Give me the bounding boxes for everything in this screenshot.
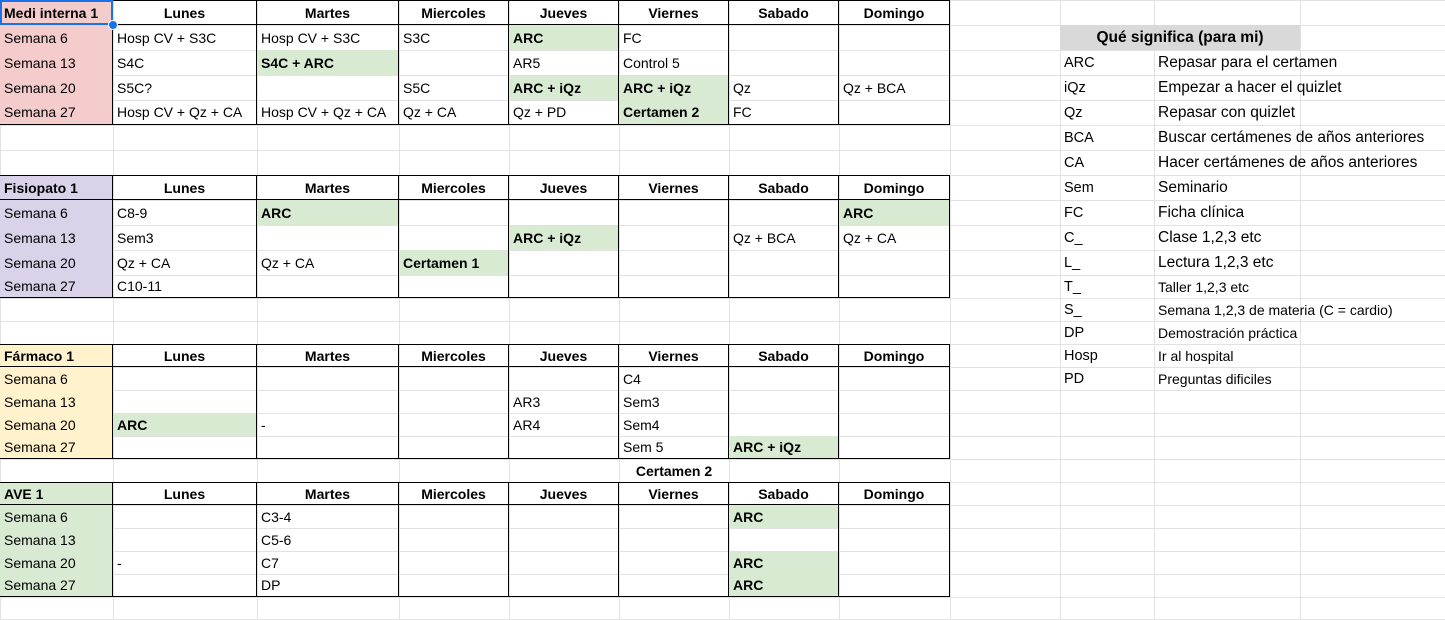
legend-title[interactable]: Qué significa (para mi) [1060, 25, 1300, 50]
day-header[interactable]: Viernes [619, 0, 729, 25]
legend-key[interactable]: C_ [1064, 229, 1083, 246]
plan-cell[interactable] [619, 551, 729, 574]
plan-cell[interactable]: Qz + BCA [729, 225, 839, 250]
plan-cell[interactable] [399, 505, 509, 528]
day-header[interactable]: Viernes [619, 344, 729, 367]
subject-title[interactable]: Fisiopato 1 [0, 175, 113, 200]
plan-cell[interactable] [113, 574, 257, 597]
legend-value[interactable]: Buscar certámenes de años anteriores [1158, 128, 1425, 146]
plan-cell-highlight[interactable]: ARC [509, 25, 619, 50]
plan-cell[interactable] [257, 275, 399, 298]
plan-cell[interactable]: AR5 [509, 50, 619, 75]
plan-cell[interactable]: Qz [729, 75, 839, 100]
plan-cell-highlight[interactable]: S4C + ARC [257, 50, 399, 75]
legend-key[interactable]: iQz [1064, 79, 1086, 96]
plan-cell[interactable] [839, 505, 950, 528]
plan-cell[interactable] [257, 367, 399, 390]
plan-cell[interactable] [509, 367, 619, 390]
subject-title[interactable]: Fármaco 1 [0, 344, 113, 367]
plan-cell[interactable] [509, 574, 619, 597]
day-header[interactable]: Martes [257, 482, 399, 505]
plan-cell[interactable]: S3C [399, 25, 509, 50]
plan-cell[interactable] [619, 505, 729, 528]
day-header[interactable]: Domingo [839, 0, 950, 25]
plan-cell[interactable]: Hosp CV + Qz + CA [257, 100, 399, 125]
week-label[interactable]: Semana 20 [0, 413, 113, 436]
week-label[interactable]: Semana 6 [0, 200, 113, 225]
plan-cell[interactable]: C5-6 [257, 528, 399, 551]
plan-cell[interactable] [509, 551, 619, 574]
note-cell[interactable]: Certamen 2 [635, 462, 713, 479]
day-header[interactable]: Martes [257, 0, 399, 25]
subject-title[interactable]: Medi interna 1 [0, 0, 113, 25]
plan-cell[interactable]: - [113, 551, 257, 574]
plan-cell[interactable]: FC [619, 25, 729, 50]
day-header[interactable]: Sabado [729, 482, 839, 505]
week-label[interactable]: Semana 27 [0, 100, 113, 125]
legend-value[interactable]: Hacer certámenes de años anteriores [1158, 153, 1418, 171]
plan-cell[interactable] [113, 505, 257, 528]
plan-cell[interactable]: - [257, 413, 399, 436]
plan-cell[interactable] [399, 367, 509, 390]
plan-cell[interactable]: AR4 [509, 413, 619, 436]
plan-cell[interactable]: S5C? [113, 75, 257, 100]
plan-cell[interactable]: Qz + CA [113, 250, 257, 275]
plan-cell[interactable] [839, 551, 950, 574]
day-header[interactable]: Jueves [509, 482, 619, 505]
legend-key[interactable]: T_ [1064, 278, 1081, 295]
plan-cell[interactable] [257, 75, 399, 100]
legend-value[interactable]: Demostración práctica [1158, 324, 1298, 341]
plan-cell[interactable]: C8-9 [113, 200, 257, 225]
week-label[interactable]: Semana 6 [0, 367, 113, 390]
plan-cell[interactable]: Hosp CV + S3C [113, 25, 257, 50]
day-header[interactable]: Viernes [619, 482, 729, 505]
day-header[interactable]: Domingo [839, 344, 950, 367]
legend-value[interactable]: Semana 1,2,3 de materia (C = cardio) [1158, 301, 1393, 318]
plan-cell[interactable] [839, 50, 950, 75]
plan-cell[interactable]: C3-4 [257, 505, 399, 528]
plan-cell[interactable] [257, 225, 399, 250]
legend-key[interactable]: Qz [1064, 104, 1083, 121]
legend-key[interactable]: ARC [1064, 54, 1095, 71]
legend-key[interactable]: Sem [1064, 179, 1094, 196]
plan-cell-highlight[interactable]: ARC [113, 413, 257, 436]
day-header[interactable]: Miercoles [399, 175, 509, 200]
day-header[interactable]: Miercoles [399, 482, 509, 505]
plan-cell[interactable] [729, 50, 839, 75]
plan-cell[interactable]: C7 [257, 551, 399, 574]
plan-cell[interactable] [839, 367, 950, 390]
legend-key[interactable]: DP [1064, 324, 1085, 341]
plan-cell[interactable] [729, 528, 839, 551]
plan-cell[interactable] [839, 250, 950, 275]
plan-cell[interactable] [729, 250, 839, 275]
week-label[interactable]: Semana 27 [0, 275, 113, 298]
plan-cell[interactable] [399, 275, 509, 298]
plan-cell[interactable]: Qz + CA [257, 250, 399, 275]
week-label[interactable]: Semana 27 [0, 574, 113, 597]
plan-cell[interactable] [399, 436, 509, 459]
day-header[interactable]: Lunes [113, 344, 257, 367]
week-label[interactable]: Semana 13 [0, 390, 113, 413]
plan-cell[interactable]: C10-11 [113, 275, 257, 298]
day-header[interactable]: Jueves [509, 0, 619, 25]
plan-cell[interactable]: Qz + PD [509, 100, 619, 125]
week-label[interactable]: Semana 13 [0, 528, 113, 551]
day-header[interactable]: Sabado [729, 175, 839, 200]
plan-cell[interactable] [113, 367, 257, 390]
plan-cell[interactable] [509, 436, 619, 459]
plan-cell[interactable] [839, 275, 950, 298]
day-header[interactable]: Martes [257, 175, 399, 200]
plan-cell[interactable]: S4C [113, 50, 257, 75]
day-header[interactable]: Martes [257, 344, 399, 367]
subject-title[interactable]: AVE 1 [0, 482, 113, 505]
plan-cell[interactable]: Sem4 [619, 413, 729, 436]
plan-cell[interactable]: DP [257, 574, 399, 597]
week-label[interactable]: Semana 13 [0, 225, 113, 250]
plan-cell-highlight[interactable]: ARC + iQz [509, 75, 619, 100]
plan-cell-highlight[interactable]: ARC [729, 505, 839, 528]
plan-cell[interactable]: Sem3 [113, 225, 257, 250]
plan-cell[interactable] [113, 390, 257, 413]
day-header[interactable]: Lunes [113, 175, 257, 200]
plan-cell[interactable] [619, 275, 729, 298]
week-label[interactable]: Semana 6 [0, 505, 113, 528]
plan-cell[interactable]: Qz + CA [839, 225, 950, 250]
day-header[interactable]: Miercoles [399, 0, 509, 25]
plan-cell[interactable] [399, 390, 509, 413]
plan-cell-highlight[interactable]: ARC [729, 551, 839, 574]
legend-key[interactable]: BCA [1064, 129, 1094, 146]
day-header[interactable]: Lunes [113, 0, 257, 25]
plan-cell[interactable]: AR3 [509, 390, 619, 413]
plan-cell[interactable] [619, 574, 729, 597]
plan-cell[interactable]: Hosp CV + S3C [257, 25, 399, 50]
plan-cell[interactable] [619, 250, 729, 275]
day-header[interactable]: Sabado [729, 0, 839, 25]
plan-cell[interactable]: Hosp CV + Qz + CA [113, 100, 257, 125]
week-label[interactable]: Semana 6 [0, 25, 113, 50]
plan-cell[interactable] [399, 50, 509, 75]
legend-key[interactable]: PD [1064, 370, 1085, 387]
plan-cell[interactable] [509, 200, 619, 225]
plan-cell[interactable]: S5C [399, 75, 509, 100]
plan-cell[interactable] [619, 200, 729, 225]
plan-cell[interactable] [839, 390, 950, 413]
plan-cell[interactable] [729, 275, 839, 298]
day-header[interactable]: Jueves [509, 175, 619, 200]
day-header[interactable]: Domingo [839, 175, 950, 200]
plan-cell-highlight[interactable]: Certamen 2 [619, 100, 729, 125]
week-label[interactable]: Semana 20 [0, 250, 113, 275]
plan-cell[interactable] [509, 275, 619, 298]
day-header[interactable]: Sabado [729, 344, 839, 367]
legend-value[interactable]: Repasar con quizlet [1158, 103, 1295, 121]
plan-cell[interactable] [509, 528, 619, 551]
plan-cell[interactable] [729, 390, 839, 413]
plan-cell[interactable] [399, 574, 509, 597]
day-header[interactable]: Viernes [619, 175, 729, 200]
legend-value[interactable]: Taller 1,2,3 etc [1158, 278, 1250, 295]
plan-cell[interactable]: Qz + BCA [839, 75, 950, 100]
plan-cell[interactable] [839, 413, 950, 436]
plan-cell[interactable] [729, 200, 839, 225]
plan-cell[interactable] [839, 574, 950, 597]
plan-cell[interactable] [113, 436, 257, 459]
plan-cell-highlight[interactable]: ARC + iQz [619, 75, 729, 100]
legend-value[interactable]: Lectura 1,2,3 etc [1158, 253, 1274, 271]
plan-cell[interactable] [257, 390, 399, 413]
plan-cell[interactable] [839, 528, 950, 551]
plan-cell[interactable] [399, 225, 509, 250]
plan-cell[interactable] [399, 551, 509, 574]
legend-value[interactable]: Empezar a hacer el quizlet [1158, 78, 1342, 96]
legend-value[interactable]: Repasar para el certamen [1158, 53, 1338, 71]
plan-cell[interactable] [399, 200, 509, 225]
week-label[interactable]: Semana 20 [0, 75, 113, 100]
day-header[interactable]: Lunes [113, 482, 257, 505]
plan-cell[interactable] [729, 367, 839, 390]
legend-value[interactable]: Clase 1,2,3 etc [1158, 228, 1262, 246]
plan-cell[interactable] [399, 413, 509, 436]
plan-cell-highlight[interactable]: Certamen 1 [399, 250, 509, 275]
legend-key[interactable]: L_ [1064, 254, 1081, 271]
plan-cell[interactable] [839, 25, 950, 50]
week-label[interactable]: Semana 20 [0, 551, 113, 574]
legend-key[interactable]: Hosp [1064, 347, 1098, 364]
legend-value[interactable]: Seminario [1158, 178, 1228, 196]
plan-cell[interactable] [729, 413, 839, 436]
plan-cell-highlight[interactable]: ARC [257, 200, 399, 225]
plan-cell[interactable] [619, 528, 729, 551]
selection-handle[interactable] [108, 20, 118, 30]
plan-cell[interactable] [509, 250, 619, 275]
plan-cell-highlight[interactable]: ARC + iQz [509, 225, 619, 250]
plan-cell[interactable] [839, 100, 950, 125]
plan-cell[interactable]: C4 [619, 367, 729, 390]
legend-value[interactable]: Preguntas dificiles [1158, 370, 1272, 387]
plan-cell[interactable] [839, 436, 950, 459]
legend-key[interactable]: S_ [1064, 301, 1082, 318]
plan-cell[interactable]: FC [729, 100, 839, 125]
plan-cell[interactable]: Sem3 [619, 390, 729, 413]
week-label[interactable]: Semana 13 [0, 50, 113, 75]
day-header[interactable]: Domingo [839, 482, 950, 505]
week-label[interactable]: Semana 27 [0, 436, 113, 459]
legend-value[interactable]: Ir al hospital [1158, 347, 1234, 364]
plan-cell-highlight[interactable]: ARC [729, 574, 839, 597]
plan-cell[interactable] [113, 528, 257, 551]
legend-value[interactable]: Ficha clínica [1158, 203, 1245, 221]
legend-key[interactable]: CA [1064, 154, 1085, 171]
plan-cell[interactable]: Sem 5 [619, 436, 729, 459]
plan-cell[interactable] [509, 505, 619, 528]
plan-cell[interactable]: Control 5 [619, 50, 729, 75]
plan-cell[interactable]: Qz + CA [399, 100, 509, 125]
plan-cell[interactable] [257, 436, 399, 459]
legend-key[interactable]: FC [1064, 204, 1084, 221]
plan-cell-highlight[interactable]: ARC [839, 200, 950, 225]
day-header[interactable]: Jueves [509, 344, 619, 367]
plan-cell[interactable] [729, 25, 839, 50]
plan-cell[interactable] [619, 225, 729, 250]
day-header[interactable]: Miercoles [399, 344, 509, 367]
plan-cell-highlight[interactable]: ARC + iQz [729, 436, 839, 459]
plan-cell[interactable] [399, 528, 509, 551]
